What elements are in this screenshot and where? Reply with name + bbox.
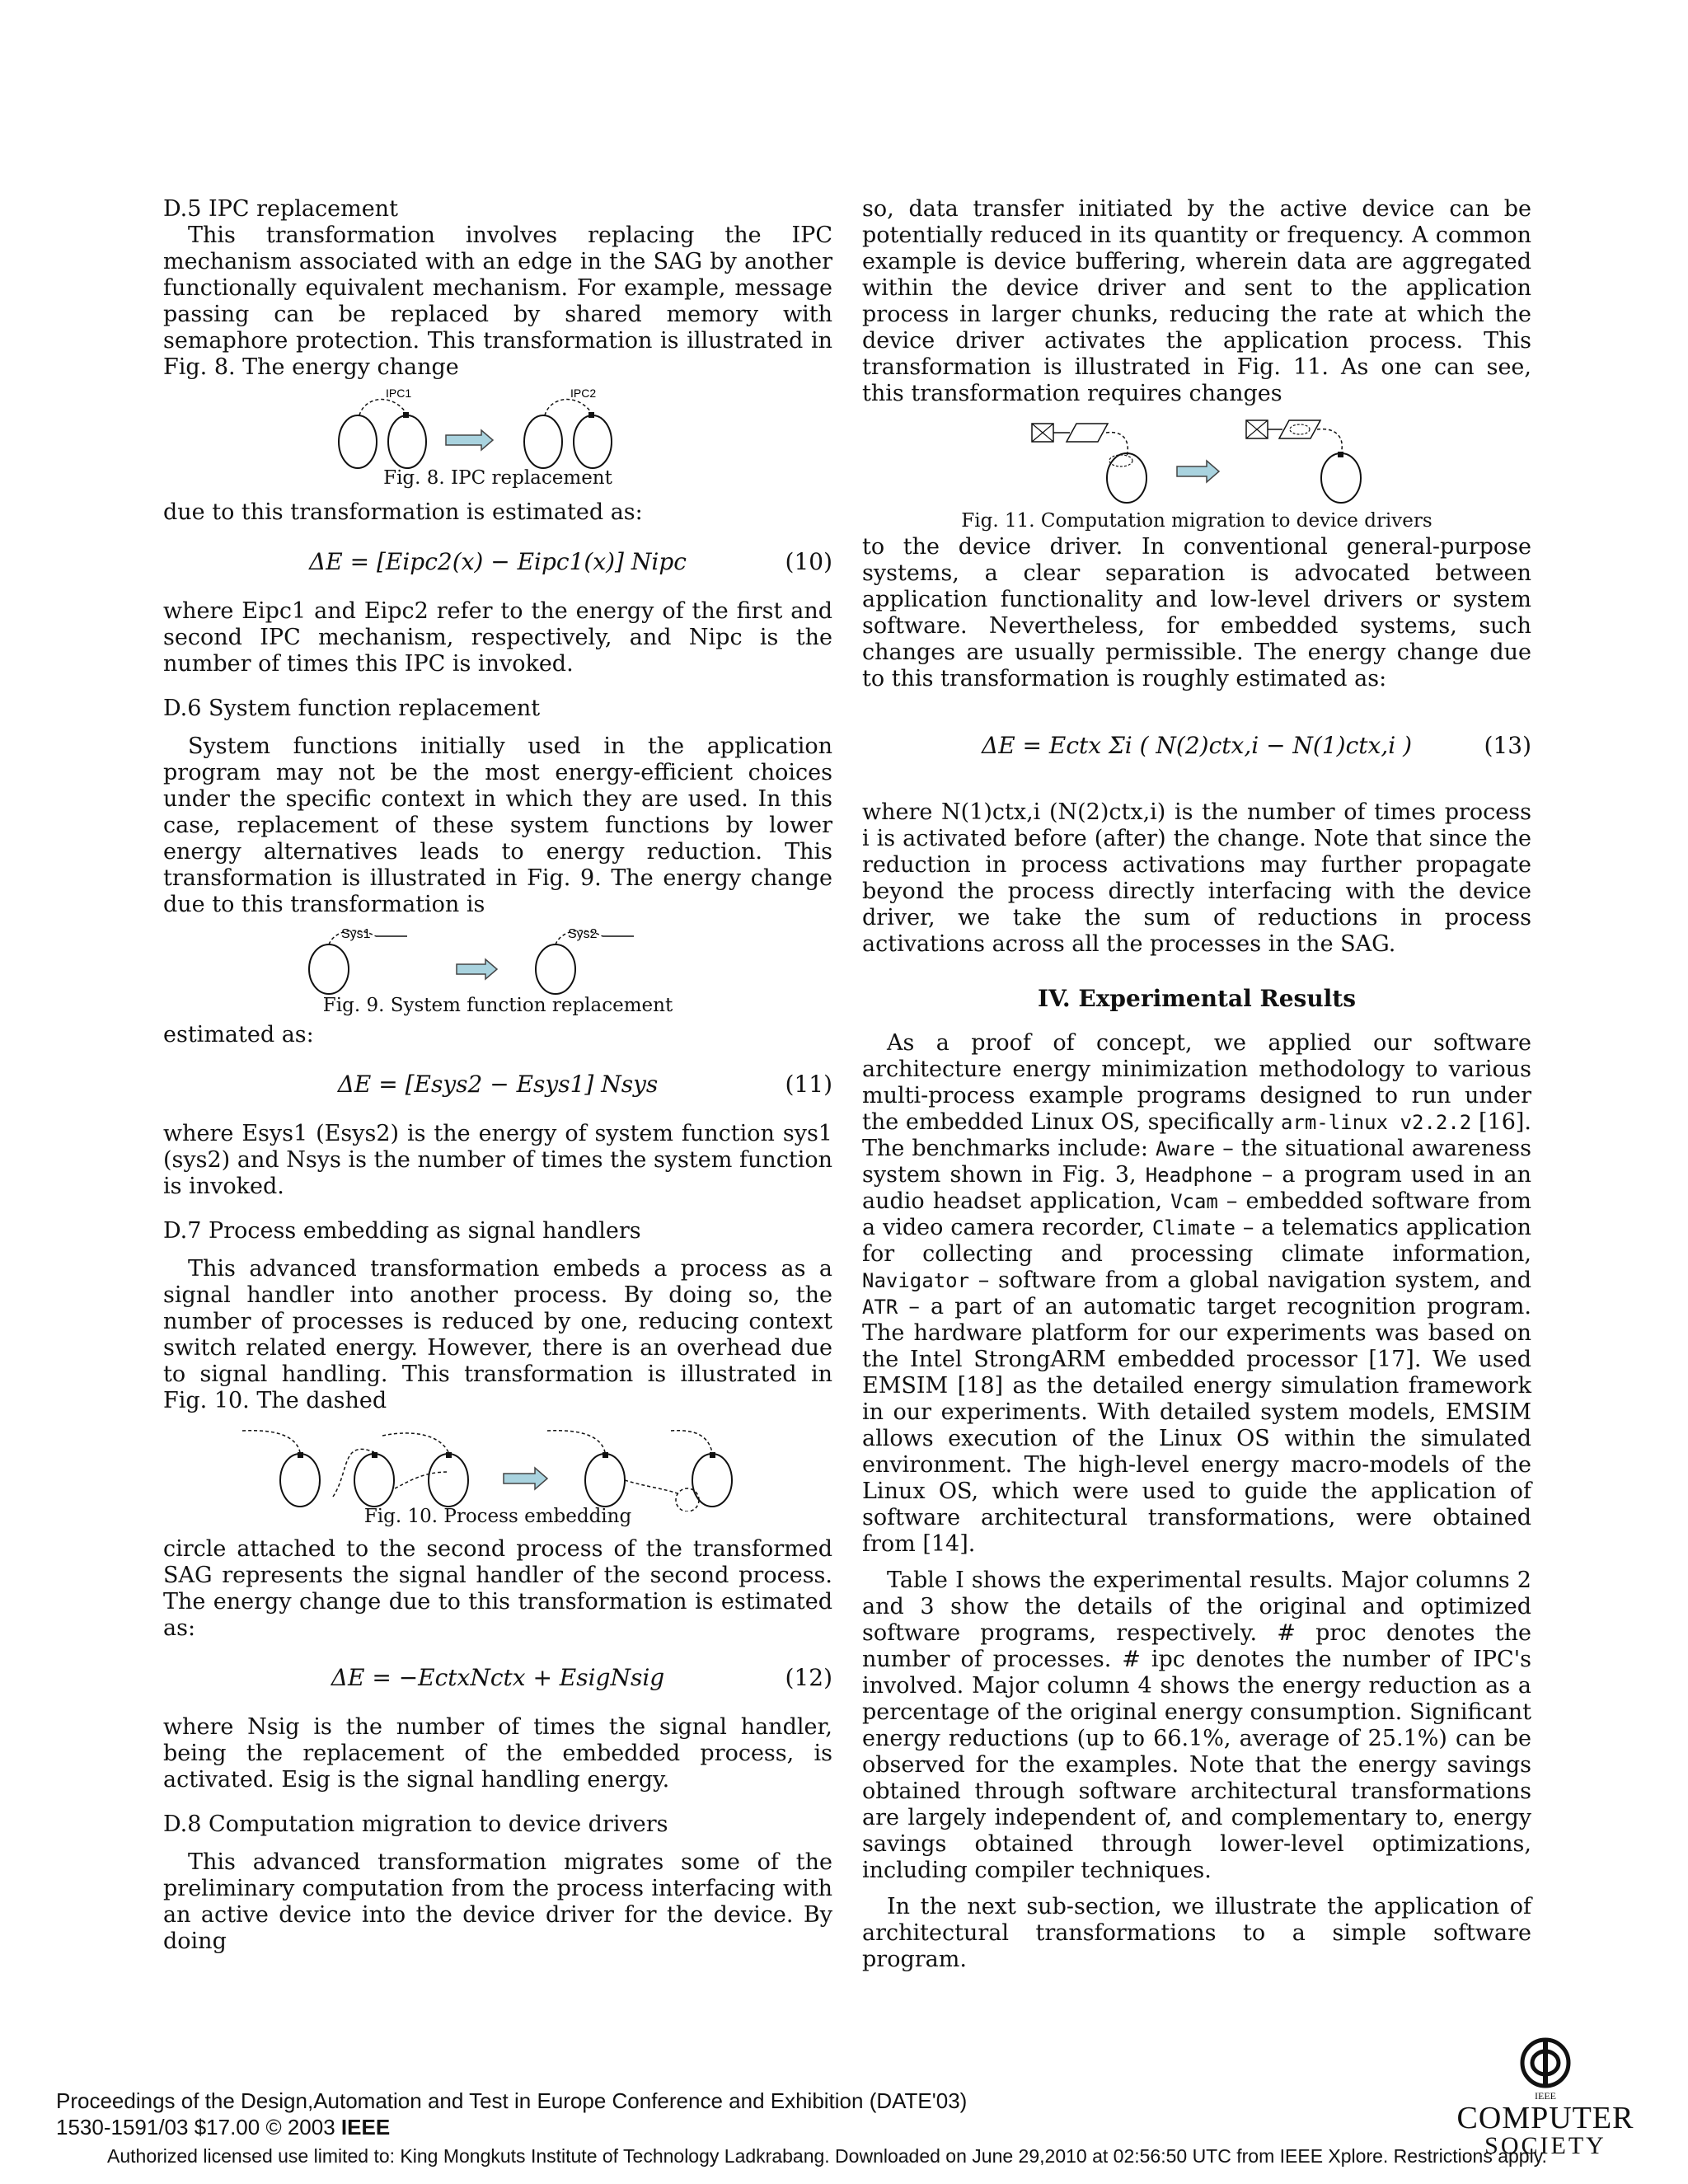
section-heading-d5: D.5 IPC replacement [163, 196, 398, 222]
ipc1-label: IPC1 [386, 387, 412, 400]
figure-9 [163, 925, 832, 1017]
copyright-line: 1530-1591/03 $17.00 © 2003 IEEE [56, 2115, 391, 2139]
equation-body: ΔE = [Esys2 − Esys1] Nsys [337, 1071, 659, 1098]
equation-number: (12) [785, 1664, 832, 1691]
equation-11 [163, 1058, 832, 1111]
benchmark-name: Navigator [862, 1269, 970, 1292]
process-embedding-diagram [209, 1422, 786, 1511]
figure-10 [163, 1422, 832, 1535]
paragraph: As a proof of concept, we applied our software architecture energy minimization methodology to various multi-process example programs designed to run under the embedded Linux OS, specifically arm-linux v2.2.2 [16]. The benchmarks include: Aware – the situational awareness system shown in Fig. 3, Headphone – a program used in an audio headset application, Vcam – embedded software from a video camera recorder, Climate – a telematics application for collecting and processing climate information, Navigator – software from a global navigation system, and ATR – a part of an automatic target recognition program. The hardware platform for our experiments was based on the Intel StrongARM embedded processor [17]. We used EMSIM [18] as the detailed energy simulation framework in our experiments. With detailed system models, EMSIM allows execution of the Linux OS within the simulated environment. The high-level energy macro-models of the Linux OS, which were used to guide the application of software architectural transformations, were obtained from [14]. [862, 1030, 1531, 1557]
figure-11 [862, 415, 1531, 531]
section-heading-d7: D.7 Process embedding as signal handlers [163, 1218, 641, 1244]
equation-number: (10) [785, 548, 832, 575]
ipc2-label: IPC2 [570, 387, 597, 400]
paragraph: where Eipc1 and Eipc2 refer to the energy of the first and second IPC mechanism, respectively, and Nipc is the number of times this IPC is invoked. [163, 598, 832, 677]
computer-society-logo [1451, 2036, 1640, 2158]
os-version: arm-linux v2.2.2 [1280, 1111, 1472, 1134]
logo-society-text: SOCIETY [1484, 2132, 1606, 2159]
proceedings-line: Proceedings of the Design,Automation and Test in Europe Conference and Exhibition (DATE'03) [56, 2088, 968, 2113]
benchmark-name: Aware [1155, 1137, 1216, 1160]
equation-10 [163, 536, 832, 588]
figure-caption: Fig. 11. Computation migration to device drivers [961, 510, 1432, 532]
paragraph: due to this transformation is estimated as: [163, 499, 643, 525]
ieee-wordmark: IEEE [340, 2115, 391, 2139]
system-function-diagram [284, 925, 712, 996]
paragraph: System functions initially used in the application program may not be the most energy-efficient choices under the specific context in which they are used. In this case, replacement of these system functions by lower energy alternatives leads to energy reduction. This transformation is illustrated in Fig. 9. The energy change due to this transformation is [163, 733, 832, 917]
license-notice: Authorized licensed use limited to: King Mongkuts Institute of Technology Ladkrabang. Downloaded on June 29,2010 at 02:56:50 UTC from IEEE Xplore. Restrictions apply. [107, 2145, 1547, 2167]
paragraph: where Esys1 (Esys2) is the energy of system function sys1 (sys2) and Nsys is the number of times the system function is invoked. [163, 1121, 832, 1199]
paragraph: where Nsig is the number of times the signal handler, being the replacement of the embedded process, is activated. Esig is the signal handling energy. [163, 1714, 832, 1793]
paragraph: estimated as: [163, 1022, 314, 1047]
equation-body: ΔE = Ectx Σi ( N(2)ctx,i − N(1)ctx,i ) [981, 732, 1413, 759]
paragraph: This transformation involves replacing the IPC mechanism associated with an edge in the SAG by another functionally equivalent mechanism. For example, message passing can be replaced by shared memory with semaphore protection. This transformation is illustrated in Fig. 8. The energy change [163, 223, 832, 380]
paragraph: This advanced transformation migrates some of the preliminary computation from the process interfacing with an active device into the device driver for the device. By doing [163, 1849, 832, 1954]
paragraph: so, data transfer initiated by the active device can be potentially reduced in its quantity or frequency. A common example is device buffering, wherein data are aggregated within the device driver and sent to the application process in larger chunks, reducing the rate at which the device driver activates the application process. This transformation is illustrated in Fig. 11. As one can see, this transformation requires changes [862, 196, 1531, 406]
right-column [862, 196, 1531, 1973]
figure-caption: Fig. 10. Process embedding [363, 1506, 632, 1527]
paragraph: In the next sub-section, we illustrate the application of architectural transformations to a simple software program. [862, 1894, 1531, 1972]
benchmark-name: Climate [1151, 1216, 1236, 1240]
equation-number: (13) [1484, 732, 1531, 759]
equation-body: ΔE = [Eipc2(x) − Eipc1(x)] Nipc [309, 548, 687, 575]
figure-caption: Fig. 9. System function replacement [322, 995, 673, 1016]
computation-migration-diagram [982, 415, 1411, 504]
section-heading-d8: D.8 Computation migration to device drivers [163, 1811, 668, 1837]
sys2-label: Sys2 [568, 927, 598, 941]
benchmark-name: Vcam [1170, 1190, 1218, 1213]
equation-number: (11) [785, 1071, 832, 1098]
benchmark-name: Headphone [1145, 1164, 1253, 1187]
figure-caption: Fig. 8. IPC replacement [383, 467, 612, 489]
paragraph: where N(1)ctx,i (N(2)ctx,i) is the number of times process i is activated before (after) the change. Note that since the reduction in process activations may further propagate beyond the process directly interfacing with the device driver, we take the sum of reductions in process activations across all the processes in the SAG. [862, 799, 1531, 957]
ipc-replacement-diagram [292, 387, 704, 471]
equation-13 [862, 710, 1531, 781]
benchmark-name: ATR [862, 1296, 898, 1319]
section-heading-experimental-results: IV. Experimental Results [1037, 985, 1357, 1012]
logo-ieee-text: IEEE [1535, 2090, 1556, 2102]
paragraph: circle attached to the second process of the transformed SAG represents the signal handler of the second process. The energy change due to this transformation is estimated as: [163, 1536, 832, 1641]
paragraph: to the device driver. In conventional general-purpose systems, a clear separation is advocated between application functionality and low-level drivers or system software. Nevertheless, for embedded systems, such changes are usually permissible. The energy change due to this transformation is roughly estimated as: [862, 534, 1531, 691]
sys1-label: Sys1 [341, 927, 371, 941]
equation-12 [163, 1652, 832, 1704]
figure-8 [163, 387, 832, 494]
left-column [163, 196, 832, 1955]
proceedings-footer [56, 2088, 967, 2140]
paragraph: Table I shows the experimental results. Major columns 2 and 3 show the details of the original and optimized software programs, respectively. # proc denotes the number of processes. # ipc denotes the number of IPC's involved. Major column 4 shows the energy reduction as a percentage of the original energy consumption. Significant energy reductions (up to 66.1%, average of 25.1%) can be observed for the examples. Note that the energy savings obtained through software architectural transformations are largely independent of, and complementary to, energy savings obtained through lower-level optimizations, including compiler techniques. [862, 1568, 1531, 1883]
section-heading-d6: D.6 System function replacement [163, 696, 541, 721]
ieee-logo-icon [1518, 2036, 1573, 2090]
paragraph: This advanced transformation embeds a process as a signal handler into another process. By doing so, the number of processes is reduced by one, reducing context switch related energy. However, there is an overhead due to signal handling. This transformation is illustrated in Fig. 10. The dashed [163, 1256, 832, 1413]
logo-computer-text: COMPUTER [1456, 2101, 1634, 2135]
equation-body: ΔE = −EctxNctx + EsigNsig [331, 1664, 665, 1691]
